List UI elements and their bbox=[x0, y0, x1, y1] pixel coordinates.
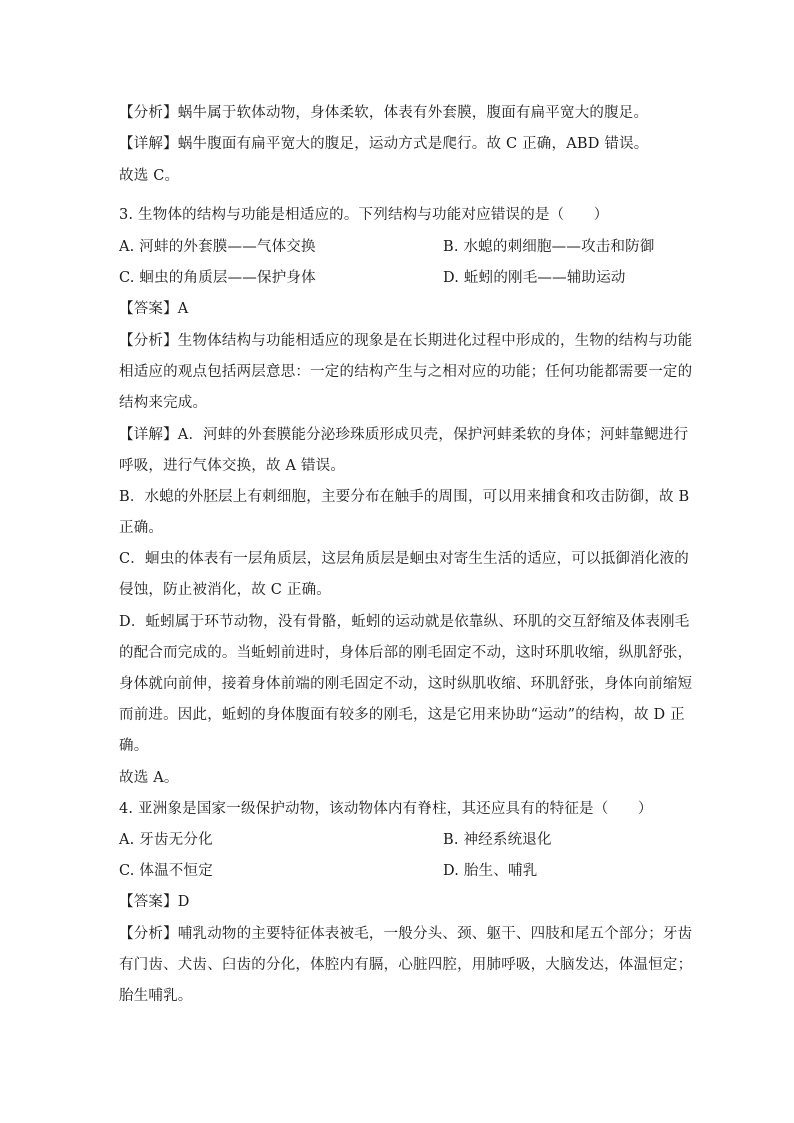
q4-answer: 【答案】D bbox=[119, 894, 190, 910]
detail-line: 【详解】蜗牛腹面有扁平宽大的腹足，运动方式是爬行。故 C 正确，ABD 错误。 bbox=[119, 136, 649, 152]
q3-analysis-line: 结构来完成。 bbox=[119, 395, 208, 411]
q3-detail-line: 身体就向前伸，接着身体前端的刚毛固定不动，这时纵肌收缩、环肌舒张，身体向前缩短 bbox=[119, 676, 693, 692]
q4-option-a: A. 牙齿无分化 bbox=[119, 832, 213, 848]
q4-analysis-line: 有门齿、犬齿、臼齿的分化，体腔内有膈，心脏四腔，用肺呼吸，大脑发达，体温恒定； bbox=[119, 957, 693, 973]
q3-analysis-line: 相适应的观点包括两层意思：一定的结构产生与之相对应的功能；任何功能都需要一定的 bbox=[119, 364, 693, 380]
question-3-stem: 3. 生物体的结构与功能是相适应的。下列结构与功能对应错误的是（ ） bbox=[119, 207, 609, 223]
answer-choice-line: 故选 C。 bbox=[119, 168, 180, 184]
q4-option-b: B. 神经系统退化 bbox=[443, 832, 552, 848]
question-4-stem: 4. 亚洲象是国家一级保护动物，该动物体内有脊柱，其还应具有的特征是（ ） bbox=[119, 801, 653, 817]
q3-detail-line: C．蛔虫的体表有一层角质层，这层角质层是蛔虫对寄生生活的适应，可以抵御消化液的 bbox=[119, 551, 689, 567]
q3-detail-line: 【详解】A．河蚌的外套膜能分泌珍珠质形成贝壳，保护河蚌柔软的身体；河蚌靠鳃进行 bbox=[119, 427, 689, 443]
q3-choice-line: 故选 A。 bbox=[119, 770, 179, 786]
q4-analysis-line: 胎生哺乳。 bbox=[119, 988, 193, 1004]
q3-option-d: D. 蚯蚓的刚毛——辅助运动 bbox=[443, 270, 626, 286]
analysis-line: 【分析】蜗牛属于软体动物，身体柔软，体表有外套膜，腹面有扁平宽大的腹足。 bbox=[119, 105, 649, 121]
q3-option-b: B. 水螅的刺细胞——攻击和防御 bbox=[443, 239, 655, 255]
q3-detail-line: B．水螅的外胚层上有刺细胞，主要分布在触手的周围，可以用来捕食和攻击防御，故 B bbox=[119, 489, 690, 505]
q3-detail-line: 确。 bbox=[119, 738, 149, 754]
q3-option-a: A. 河蚌的外套膜——气体交换 bbox=[119, 239, 316, 255]
q3-detail-line: 呼吸，进行气体交换，故 A 错误。 bbox=[119, 458, 346, 474]
q3-detail-line: 侵蚀，防止被消化，故 C 正确。 bbox=[119, 582, 332, 598]
q3-option-c: C. 蛔虫的角质层——保护身体 bbox=[119, 270, 316, 286]
q3-detail-line: 而前进。因此，蚯蚓的身体腹面有较多的刚毛，这是它用来协助“运动”的结构，故 D 正 bbox=[119, 707, 685, 723]
q3-detail-line: D．蚯蚓属于环节动物，没有骨骼，蚯蚓的运动就是依靠纵、环肌的交互舒缩及体表刚毛 bbox=[119, 614, 690, 630]
q4-option-d: D. 胎生、哺乳 bbox=[443, 863, 538, 879]
q3-analysis-line: 【分析】生物体结构与功能相适应的现象是在长期进化过程中形成的，生物的结构与功能 bbox=[119, 333, 693, 349]
q3-detail-line: 正确。 bbox=[119, 520, 164, 536]
q3-detail-line: 的配合而完成的。当蚯蚓前进时，身体后部的刚毛固定不动，这时环肌收缩，纵肌舒张， bbox=[119, 645, 693, 661]
q4-option-c: C. 体温不恒定 bbox=[119, 863, 213, 879]
q3-answer: 【答案】A bbox=[119, 301, 189, 317]
q4-analysis-line: 【分析】哺乳动物的主要特征体表被毛，一般分头、颈、躯干、四肢和尾五个部分；牙齿 bbox=[119, 926, 693, 942]
